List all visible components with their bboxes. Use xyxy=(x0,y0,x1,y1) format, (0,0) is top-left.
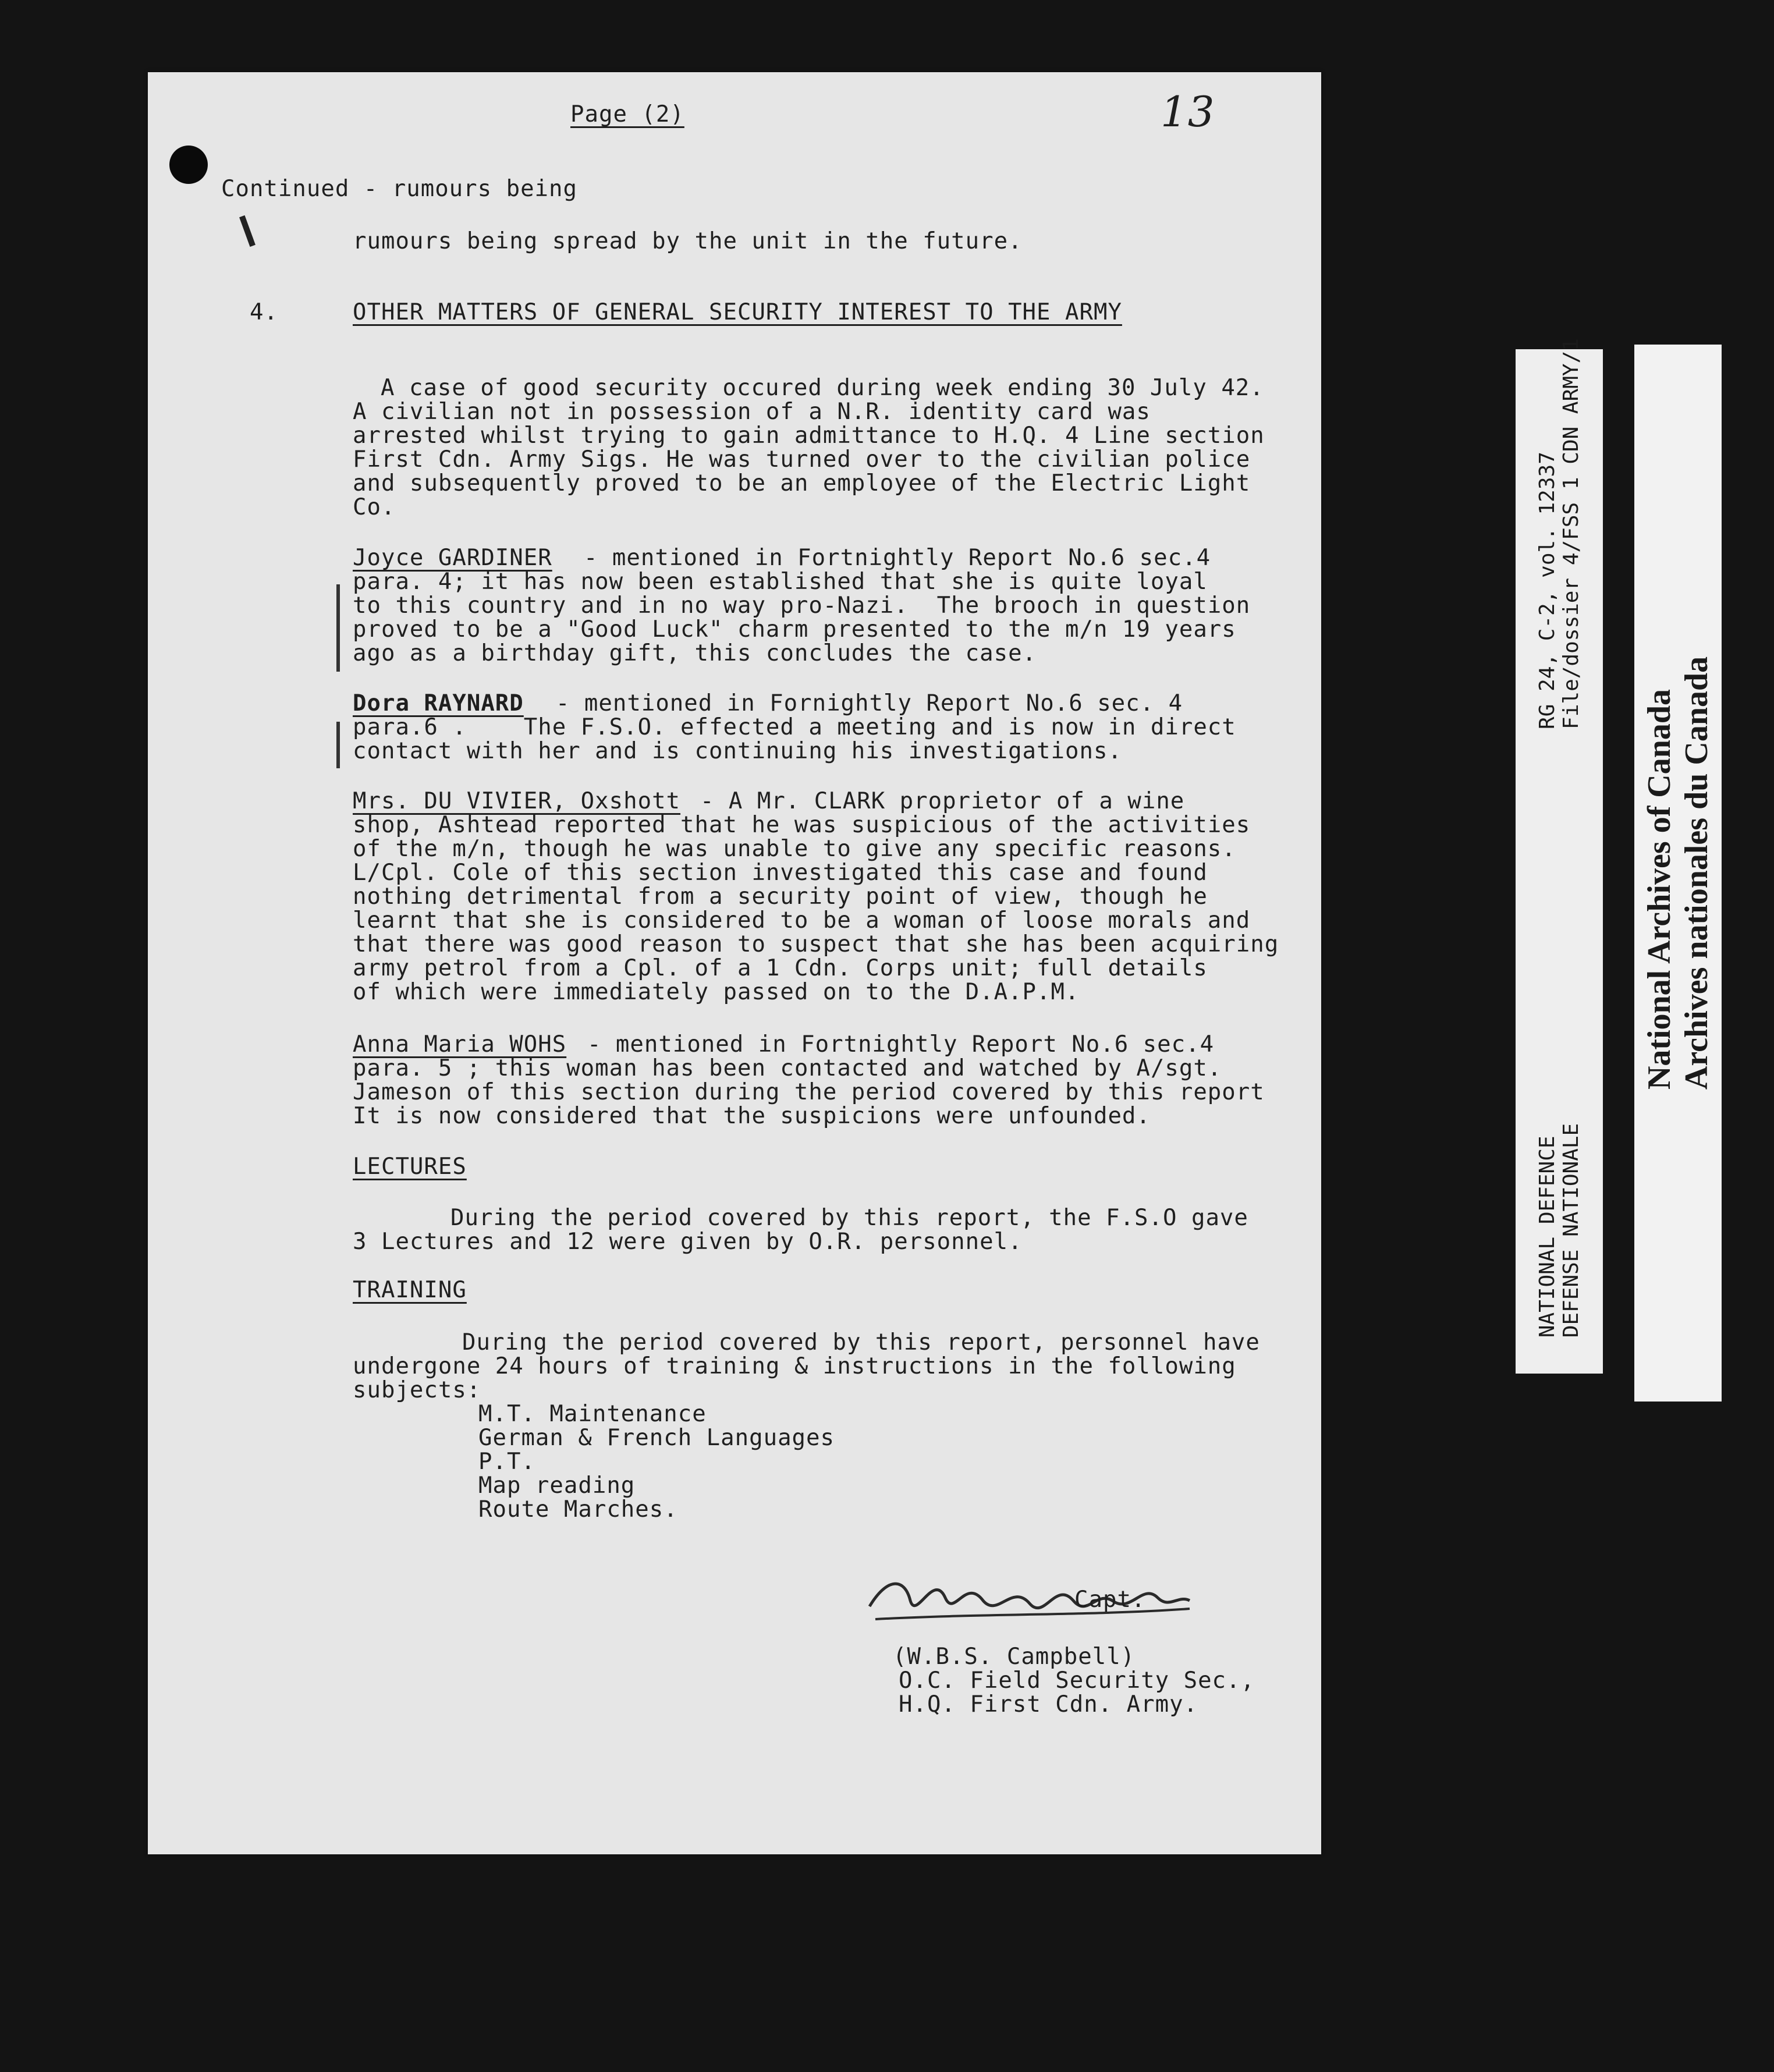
raynard-line: para.6 . The F.S.O. effected a meeting and is now in direct xyxy=(353,714,1236,740)
wohs-intro: - mentioned in Fortnightly Report No.6 sec.4 xyxy=(559,1031,1215,1058)
raynard-name: Dora RAYNARD xyxy=(353,690,524,716)
training-heading: TRAINING xyxy=(353,1277,467,1303)
para1-line: and subsequently proved to be an employee of the Electric Light xyxy=(353,470,1251,496)
continued-line: Continued - rumours being xyxy=(221,176,577,202)
section-heading: OTHER MATTERS OF GENERAL SECURITY INTEREST TO THE ARMY xyxy=(353,299,1122,325)
wohs-line: para. 5 ; this woman has been contacted and watched by A/sgt. xyxy=(353,1055,1222,1081)
handwritten-page-number: 13 xyxy=(1161,87,1215,136)
training-line: undergone 24 hours of training & instructions in the following xyxy=(353,1353,1236,1379)
para1-line: Co. xyxy=(353,494,396,520)
gardiner-line: para. 4; it has now been established that she is quite loyal xyxy=(353,569,1208,595)
reference-text xyxy=(1535,338,1583,729)
duvivier-line: of which were immediately passed on to the D.A.P.M. xyxy=(353,979,1080,1005)
reference-line: File/dossier 4/FSS 1 CDN ARMY/1 xyxy=(1559,338,1583,729)
wohs-line: Jameson of this section during the period covered by this report xyxy=(353,1079,1265,1105)
training-subject: Route Marches. xyxy=(478,1496,678,1523)
raynard-line: contact with her and is continuing his investigations. xyxy=(353,738,1122,764)
page-label: Page (2) xyxy=(570,101,684,127)
lectures-line: During the period covered by this report, the F.S.O gave xyxy=(450,1205,1248,1231)
reference-line: RG 24, C-2, vol. 12337 xyxy=(1535,451,1559,729)
lectures-heading: LECTURES xyxy=(353,1154,467,1180)
training-subject: M.T. Maintenance xyxy=(478,1401,707,1427)
wohs-name: Anna Maria WOHS xyxy=(353,1031,567,1058)
signature-image xyxy=(864,1566,1248,1635)
archive-name-strip xyxy=(1634,345,1722,1402)
document-text-layer xyxy=(148,72,1321,1854)
gardiner-line: to this country and in no way pro-Nazi. The brooch in question xyxy=(353,592,1251,619)
signature-name: (W.B.S. Campbell) xyxy=(893,1644,1136,1670)
duvivier-line: L/Cpl. Cole of this section investigated this case and found xyxy=(353,860,1208,886)
para1-line: First Cdn. Army Sigs. He was turned over to the civilian police xyxy=(353,446,1251,473)
department-line: NATIONAL DEFENCE xyxy=(1535,1136,1559,1337)
department-line: DEFENSE NATIONALE xyxy=(1559,1123,1583,1337)
duvivier-name: Mrs. DU VIVIER, Oxshott xyxy=(353,788,681,814)
department-text xyxy=(1535,1123,1583,1337)
continued-text: rumours being spread by the unit in the future. xyxy=(353,228,1023,254)
lectures-line: 3 Lectures and 12 were given by O.R. personnel. xyxy=(353,1229,1023,1255)
gardiner-intro: - mentioned in Fortnightly Report No.6 sec.4 xyxy=(555,545,1211,571)
duvivier-line: army petrol from a Cpl. of a 1 Cdn. Corps unit; full details xyxy=(353,955,1208,981)
para1-line: A case of good security occured during week ending 30 July 42. xyxy=(381,375,1264,401)
gardiner-name: Joyce GARDINER xyxy=(353,545,552,571)
duvivier-line: learnt that she is considered to be a woman of loose morals and xyxy=(353,907,1251,934)
duvivier-line: that there was good reason to suspect that she has been acquiring xyxy=(353,931,1279,957)
training-line: During the period covered by this report, personnel have xyxy=(462,1329,1260,1356)
archives-name-fr: Archives nationales du Canada xyxy=(1679,656,1715,1090)
duvivier-line: nothing detrimental from a security point of view, though he xyxy=(353,884,1208,910)
margin-bar xyxy=(336,722,340,768)
signature-title: H.Q. First Cdn. Army. xyxy=(899,1691,1198,1718)
raynard-intro: - mentioned in Fornightly Report No.6 sec. 4 xyxy=(527,690,1183,716)
archives-label xyxy=(1641,657,1715,1090)
archive-reference-strip xyxy=(1516,338,1603,1374)
para1-line: A civilian not in possession of a N.R. identity card was xyxy=(353,399,1151,425)
duvivier-intro: - A Mr. CLARK proprietor of a wine xyxy=(672,788,1185,814)
section-number: 4. xyxy=(250,299,278,325)
duvivier-line: shop, Ashtead reported that he was suspicious of the activities xyxy=(353,812,1251,838)
signature-title: O.C. Field Security Sec., xyxy=(899,1667,1255,1694)
wohs-line: It is now considered that the suspicions were unfounded. xyxy=(353,1103,1151,1129)
duvivier-line: of the m/n, though he was unable to give any specific reasons. xyxy=(353,836,1236,862)
archives-name-en: National Archives of Canada xyxy=(1641,689,1677,1090)
gardiner-line: ago as a birthday gift, this concludes the case. xyxy=(353,640,1037,666)
gardiner-line: proved to be a "Good Luck" charm presented to the m/n 19 years xyxy=(353,616,1236,643)
training-subject: P.T. xyxy=(478,1449,535,1475)
training-subject: German & French Languages xyxy=(478,1425,835,1451)
signature-rank: Capt. xyxy=(1074,1587,1146,1613)
para1-line: arrested whilst trying to gain admittance to H.Q. 4 Line section xyxy=(353,423,1265,449)
training-line: subjects: xyxy=(353,1377,481,1403)
training-subject: Map reading xyxy=(478,1473,636,1499)
margin-bar xyxy=(336,584,340,672)
